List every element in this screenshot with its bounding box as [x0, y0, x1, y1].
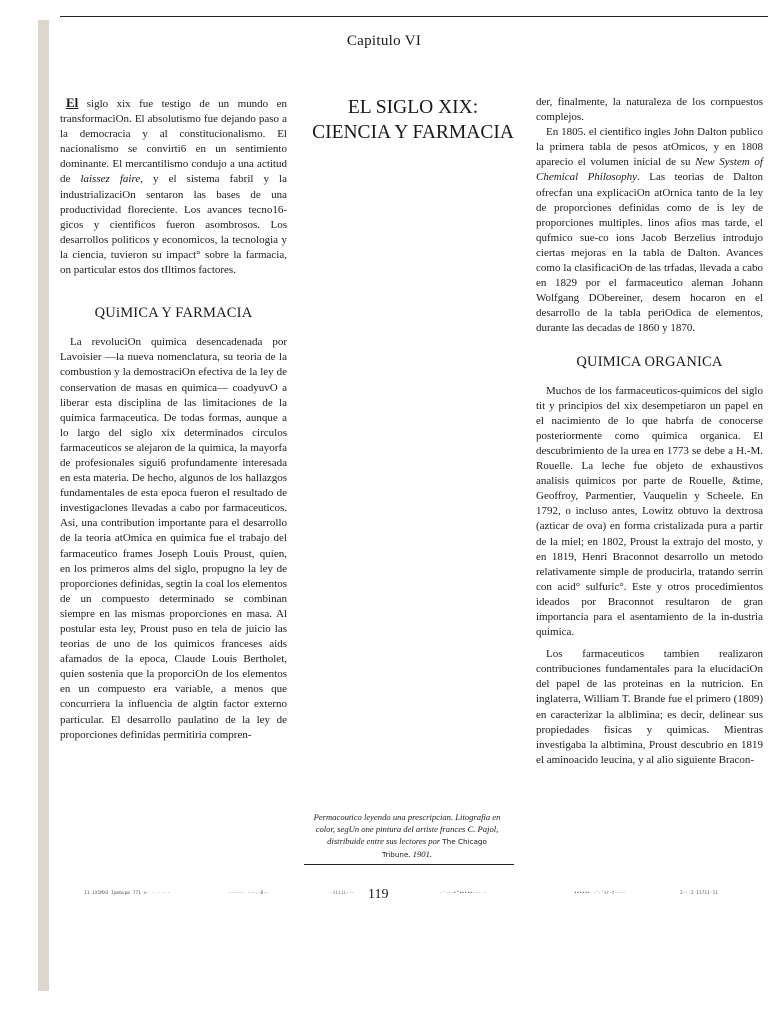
continued-paragraph: der, finalmente, la naturaleza de los cornpuestos complejos.	[536, 96, 763, 124]
caption-text: Permacoutico leyendo una prescripcian. Litografia en color, segUn one pintura del artiste frances C. Pajol, distribuide entre sus lectores por	[313, 812, 501, 846]
footer-noise-2: ------ ---.-0--	[228, 891, 269, 896]
dalton-text: En 1805. el cientifico ingles John Dalton publico la primera tabla de pesos atOmicos, y en 1808 aparecio el volumen inicial de su	[536, 126, 763, 169]
proteinas-paragraph: Los farmaceuticos tambien realizaron contribuciones fundamentales para la elucidaciOn del papel de las proteinas en la nutricion. En inglaterra, William T. Brande fue el primero (1809) en caracterizar la alblimina; es decir, delinear sus propiedades fisicas y quimicas. Mientras investigaba la albtimina, Proust descubrio en 1819 el aminoacido leucina, y al alio siguiente Bracon-	[536, 648, 763, 766]
chapter-header: Capitulo VI	[346, 33, 422, 49]
page-number: 119	[368, 887, 389, 902]
footer-noise-3: -iiiii---	[330, 891, 355, 896]
section-heading-quimica-organica: QUIMICA ORGANICA	[576, 353, 723, 370]
intro-italic: laissez faire	[80, 173, 141, 186]
dalton-paragraph	[536, 125, 763, 336]
organica-paragraph: Muchos de los farmaceuticos-quimicos del siglo tit y principios del xix desempetiaron un papel en el nacimiento de lo que habrfa de conocerse posteriormente como quimica organica. El descubrimiento de la urea en 1773 se debe a H.-M. Rouelle. La leche fue objeto de exhaustivos analisis quimicos por parte de Rouelle, &time, Geoffroy, Parmentier, Vauquelin y Scheele. En 1792, o incluso antes, Lowitz obtuvo la dextrosa (azticar de ova) en forma cristalizada pura a partir de la miel; en 1802, Proust la extrajo del mosto, y en 1819, Henri Braconnot desarrollo un metodo relativamente simple de producirla, tratando serrin con acid° sulfuric°. Este y otros procedimientos ideados por Braconnot resultaron de gran importancia para el asentamiento de la in-dustria quimica.	[536, 384, 763, 639]
page-binding-edge	[38, 20, 49, 991]
footer-noise-6: 2---2 11711-11	[680, 891, 718, 896]
top-rule	[60, 16, 768, 17]
body-paragraph-quimica: La revoluciOn quimica desencadenada por Lavoisier —la nueva nomenclatura, su teoria de la combustion y la demostraciOn efectiva de la ley de conservation de masas en quimica— coadyuvO a liberar esta disciplina de las limitaciones de la quimica farmaceutica. De todas formas, aunque a lo largo del siglo xix determinados circulos farmaceuticos se alejaron de la quimica, la mayorfa de profesionales sigui6 profundamente interesada en esta materia. De hecho, algunos de los hallazgos fundamentales de esta epoca fueron el resultado de investigaclones llevadas a cabo por farmaceuticos. Asi, una contribution importante para el desarrollo de la teoria atOmica en quimica fue el trabajo del farmaceutico frames Joseph Louis Proust, quien, en los primeros alms del siglo, propugno la ley de proporciones definidas, segtin la coal los elementos de un compuesto determinado se combinan siempre en las mismas proporciones en masa. Al postular esta ley, Proust puso en tela de juicio las teorias de uno de los quimicos franceses aids afamados de la epoca, Claude Louis Bertholet, quien sostenia que la proporciOn de los elementos en un compuesto era variable, a menos que concurriera la influencia de algtin factor externo particular. El desarrollo paulatino de la ley de proporciones definidas permitiria compren-	[60, 336, 287, 741]
chapter-title-line1: EL SIGLO XIX:	[347, 97, 479, 118]
dalton-text-end: . Las teorias de Dalton ofrecfan una explicaciOn atOrnica tanto de la ley de proporciones definidas como de is ley de proporciones multiples. linos afios mas tarde, el qufmico sue-co ions Jacob Berzelius introdujo ciertas mejoras en la tabla de Dalton. Avances como la clasificaciOn de las trfadas, llevada a cabo en 1829 por el farmaceutico aleman Johann Wolfgang DObereiner, desem hocaron en el desarrollo de la tabla periOdica de elementos, durante las decadas de 1860 y 1870.	[536, 171, 764, 335]
footer-noise-4: -'---•"•••••--- -	[440, 891, 487, 896]
footer-noise-1: 11 1X1MX4 Ipmbvpm 771-v- - - - -	[84, 891, 171, 896]
intro-paragraph	[60, 95, 287, 278]
drop-cap: El	[66, 95, 79, 110]
column-middle	[312, 95, 514, 145]
caption-text-end: . 1901.	[408, 849, 433, 859]
section-heading-quimica-farmacia: QUiMICA Y FARMACIA	[94, 305, 253, 322]
chapter-title-line2: CIENCIA Y FARMACIA	[312, 122, 514, 143]
footer-noise-5: •••••• -'-'ir-t----	[574, 891, 626, 896]
intro-text-end: , y el sistema fabril y la industrializaciOn sentaron las bases de una productividad floreciente. Los avances tecno16- gicos y cientificos fueron asombrosos. Los desarrollos politicos y economicos, la tecnologia y la ciencia, tuvieron su impact° sobre la farmacia, on particular estos dos tIltimos factores.	[60, 173, 287, 277]
intro-text: siglo xix fue testigo de un mundo en transformaciOn. El absolutismo fue dejando paso a la democracia y al constitucionalismo. El nacionalismo se convirti6 en un sentimiento dominante. El mercantilismo condujo a una actitud de	[60, 98, 287, 186]
column-right	[536, 95, 763, 768]
caption-source: The Chicago Tribune	[381, 837, 487, 859]
dalton-book-title: New System of Chemical Philosophy	[536, 156, 763, 184]
figure-caption	[312, 811, 502, 861]
caption-rule	[304, 864, 514, 865]
column-left	[60, 95, 287, 743]
